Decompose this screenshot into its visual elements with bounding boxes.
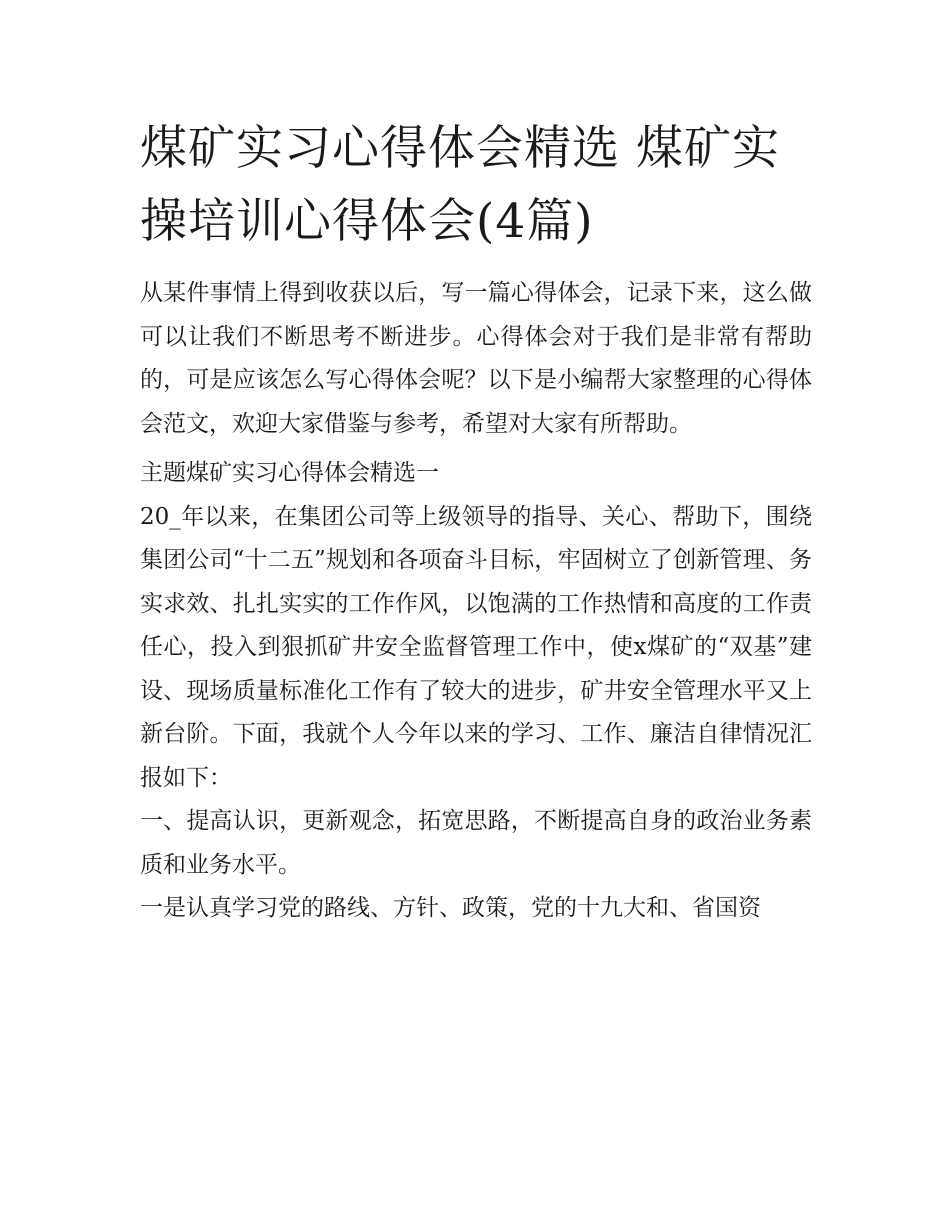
numbered-heading: 一、提高认识，更新观念，拓宽思路，不断提高自身的政治业务素质和业务水平。 [140,808,812,878]
document-body [140,112,812,931]
document-title: 煤矿实习心得体会精选 煤矿实操培训心得体会(4篇) [140,121,780,249]
body-paragraph-cut-off: 一是认真学习党的路线、方针、政策，党的十九大和、省国资 [140,895,761,921]
body-paragraph: 20_年以来，在集团公司等上级领导的指导、关心、帮助下，围绕集团公司“十二五”规划和各项奋斗目标，牢固树立了创新管理、务实求效、扎扎实实的工作作风，以饱满的工作热情和高度的工作责任心，投入到狠抓矿井安全监督管理工作中，使x煤矿的“双基”建设、现场质量标准化工作有了较大的进步，矿井安全管理水平又上新台阶。下面，我就个人今年以来的学习、工作、廉洁自律情况汇报如下： [140,503,812,791]
section-heading: 主题煤矿实习心得体会精选一 [140,460,439,486]
intro-paragraph: 从某件事情上得到收获以后，写一篇心得体会，记录下来，这么做可以让我们不断思考不断进步。心得体会对于我们是非常有帮助的，可是应该怎么写心得体会呢？以下是小编帮大家整理的心得体会范文，欢迎大家借鉴与参考，希望对大家有所帮助。 [140,280,812,437]
